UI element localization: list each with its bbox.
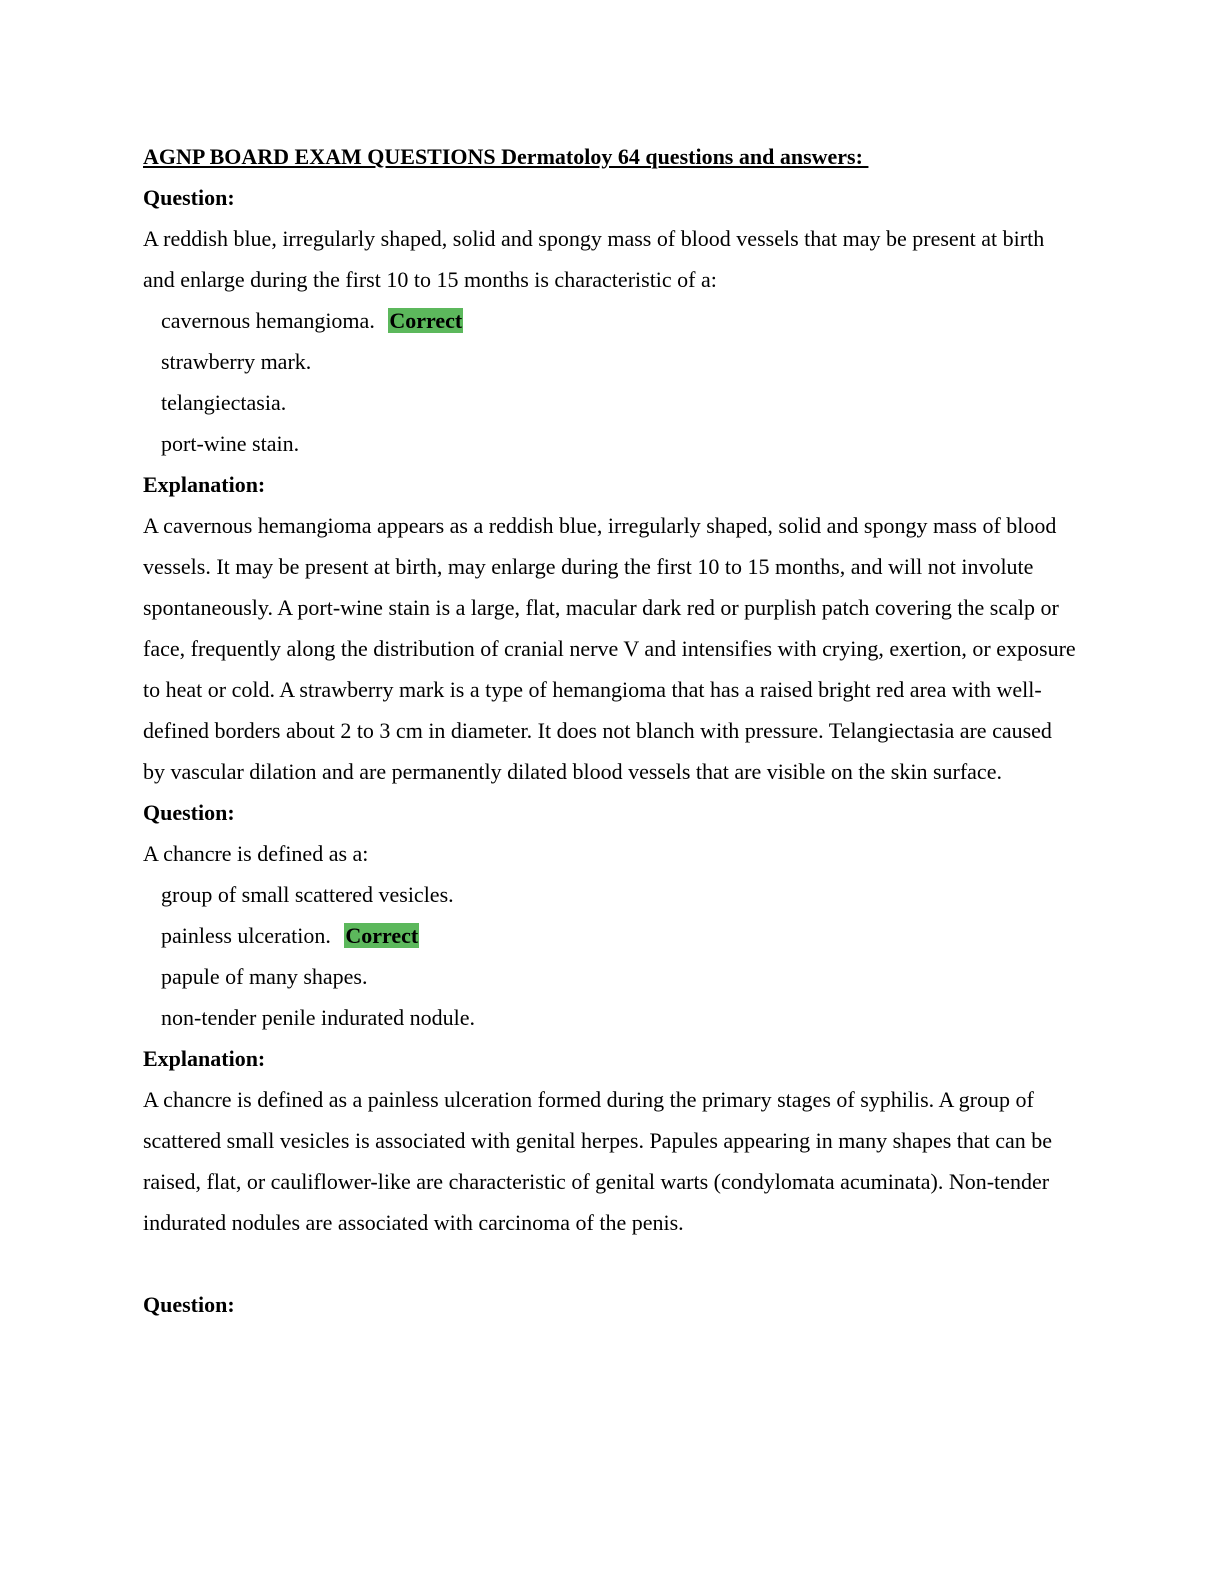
option-text: strawberry mark.	[161, 349, 312, 374]
question-text: A reddish blue, irregularly shaped, solid and spongy mass of blood vessels that may be present at birth and enlarge during the first 10 to 15 months is characteristic of a:	[143, 226, 1045, 292]
blank-line	[143, 1243, 1083, 1284]
answer-option	[143, 423, 1083, 464]
question-block	[143, 1284, 1083, 1325]
correct-badge: Correct	[345, 923, 419, 948]
explanation-text: A cavernous hemangioma appears as a reddish blue, irregularly shaped, solid and spongy mass of blood vessels. It may be present at birth, may enlarge during the first 10 to 15 months, and will not involute spontaneously. A port-wine stain is a large, flat, macular dark red or purplish patch covering the scalp or face, frequently along the distribution of cranial nerve V and intensifies with crying, exertion, or exposure to heat or cold. A strawberry mark is a type of hemangioma that has a raised bright red area with well-defined borders about 2 to 3 cm in diameter. It does not blanch with pressure. Telangiectasia are caused by vascular dilation and are permanently dilated blood vessels that are visible on the skin surface.	[143, 513, 1076, 784]
explanation-label: Explanation:	[143, 472, 266, 497]
option-text: group of small scattered vesicles.	[161, 882, 454, 907]
option-text: telangiectasia.	[161, 390, 287, 415]
question-label: Question:	[143, 185, 235, 210]
question-text: A chancre is defined as a:	[143, 841, 369, 866]
option-text: papule of many shapes.	[161, 964, 368, 989]
answer-option	[143, 874, 1083, 915]
answer-option	[143, 341, 1083, 382]
question-label: Question:	[143, 800, 235, 825]
option-text: non-tender penile indurated nodule.	[161, 1005, 476, 1030]
question-block	[143, 177, 1083, 792]
answer-option	[143, 382, 1083, 423]
answer-option	[143, 915, 1083, 956]
option-text: cavernous hemangioma.	[161, 308, 375, 333]
explanation-label: Explanation:	[143, 1046, 266, 1071]
answer-option	[143, 300, 1083, 341]
option-text: port-wine stain.	[161, 431, 300, 456]
question-label: Question:	[143, 1292, 235, 1317]
question-block	[143, 792, 1083, 1243]
correct-badge: Correct	[389, 308, 463, 333]
option-text: painless ulceration.	[161, 923, 331, 948]
answer-option	[143, 956, 1083, 997]
answer-option	[143, 997, 1083, 1038]
document-title: AGNP BOARD EXAM QUESTIONS Dermatoloy 64 questions and answers:	[143, 144, 869, 169]
document-page	[143, 136, 1083, 1325]
explanation-text: A chancre is defined as a painless ulceration formed during the primary stages of syphilis. A group of scattered small vesicles is associated with genital herpes. Papules appearing in many shapes that can be raised, flat, or cauliflower-like are characteristic of genital warts (condylomata acuminata). Non-tender indurated nodules are associated with carcinoma of the penis.	[143, 1087, 1053, 1235]
